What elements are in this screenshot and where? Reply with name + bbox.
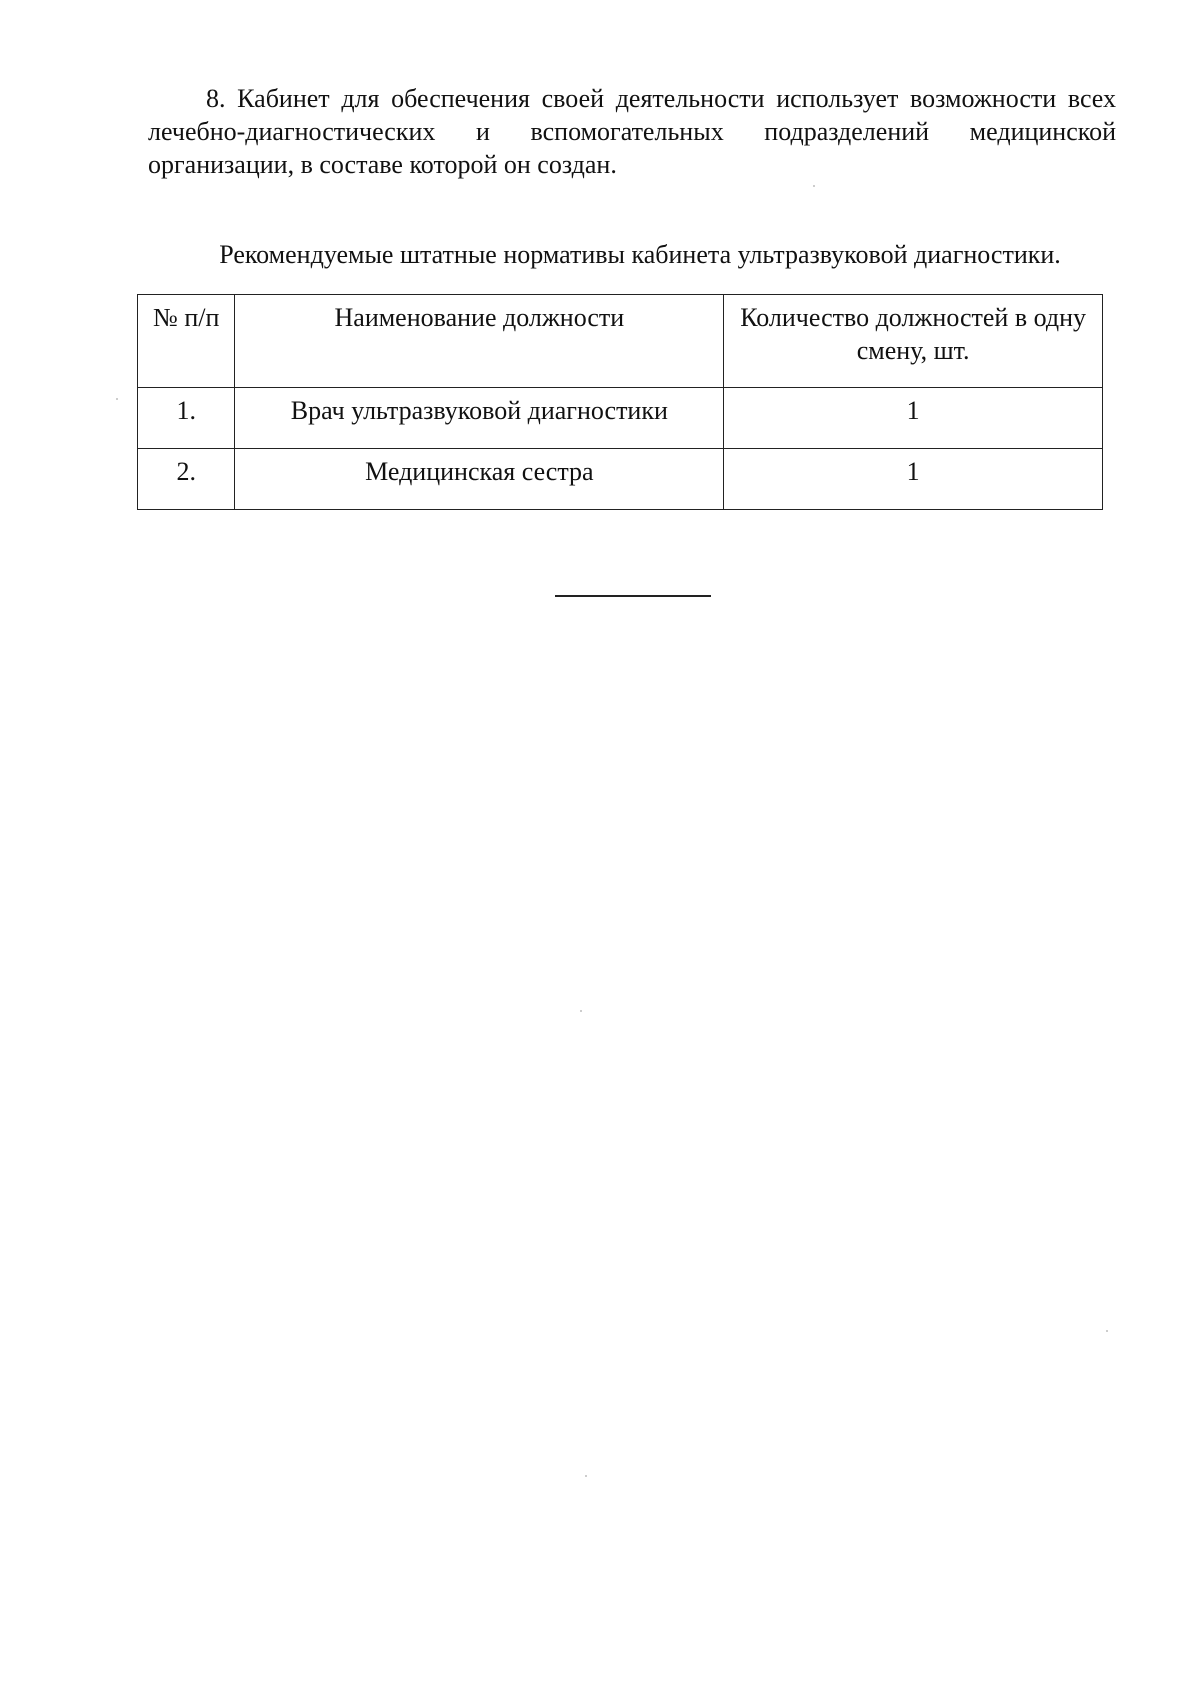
scan-speck <box>116 398 118 400</box>
closing-rule <box>555 595 711 597</box>
scan-speck <box>580 1010 582 1012</box>
paragraph-8: 8. Кабинет для обеспечения своей деятельности использует возможности всех лечебно-диагностических и вспомогательных подразделений медицинской организации, в составе которой он создан. <box>148 84 1116 179</box>
staff-norms-table <box>137 294 1103 510</box>
header-quantity: Количество должностей в одну смену, шт. <box>724 295 1103 388</box>
header-position: Наименование должности <box>235 295 724 388</box>
header-number: № п/п <box>138 295 235 388</box>
scan-speck <box>1106 1330 1108 1332</box>
scan-speck <box>813 185 815 187</box>
table-row <box>138 449 1103 510</box>
table-caption: Рекомендуемые штатные нормативы кабинета ультразвуковой диагностики. <box>219 240 1061 269</box>
row-quantity: 1 <box>724 449 1103 510</box>
table-header-row <box>138 295 1103 388</box>
scan-speck <box>585 1475 587 1477</box>
table-row <box>138 388 1103 449</box>
row-number: 2. <box>138 449 235 510</box>
row-position: Врач ультразвуковой диагностики <box>235 388 724 449</box>
row-quantity: 1 <box>724 388 1103 449</box>
row-number: 1. <box>138 388 235 449</box>
row-position: Медицинская сестра <box>235 449 724 510</box>
